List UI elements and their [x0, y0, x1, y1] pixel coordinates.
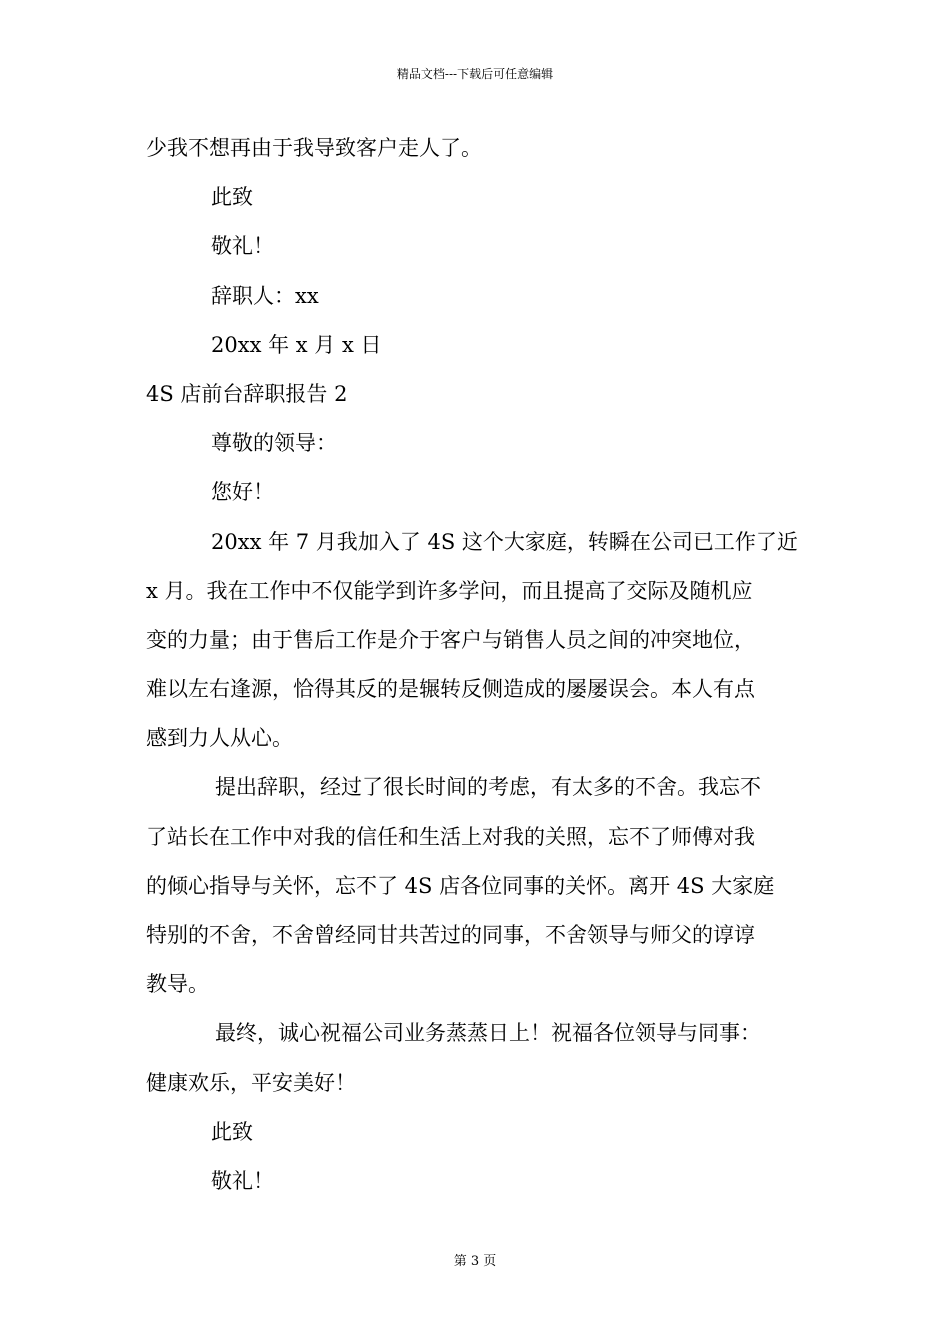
- paragraph-line: 最终，诚心祝福公司业务蒸蒸日上！祝福各位领导与同事：: [215, 1021, 761, 1046]
- section-title: 4S 店前台辞职报告 2: [146, 381, 348, 406]
- closing-regards: 敬礼！: [211, 234, 274, 259]
- closing-salutation: 此致: [211, 185, 253, 210]
- paragraph-line: x 月。我在工作中不仅能学到许多学问，而且提高了交际及随机应: [146, 578, 753, 603]
- paragraph-line: 提出辞职，经过了很长时间的考虑，有太多的不舍。我忘不: [215, 775, 761, 800]
- paragraph-line: 教导。: [146, 972, 209, 997]
- paragraph-line: 20xx 年 7 月我加入了 4S 这个大家庭，转瞬在公司已工作了近: [211, 529, 798, 554]
- paragraph-line: 健康欢乐，平安美好！: [146, 1070, 356, 1095]
- greeting-hello: 您好！: [211, 480, 274, 505]
- date-line: 20xx 年 x 月 x 日: [211, 332, 382, 357]
- closing-regards: 敬礼！: [211, 1168, 274, 1193]
- page-header: 精品文档---下载后可任意编辑: [396, 67, 554, 81]
- closing-salutation: 此致: [211, 1119, 253, 1144]
- signature-line: 辞职人：xx: [211, 283, 319, 308]
- paragraph-line: 少我不想再由于我导致客户走人了。: [146, 136, 482, 160]
- paragraph-line: 了站长在工作中对我的信任和生活上对我的关照，忘不了师傅对我: [146, 824, 755, 849]
- paragraph-line: 感到力人从心。: [146, 726, 293, 751]
- paragraph-line: 难以左右逢源，恰得其反的是辗转反侧造成的屡屡误会。本人有点: [146, 677, 755, 702]
- greeting-recipient: 尊敬的领导：: [211, 431, 337, 456]
- page-number: 第 3 页: [453, 1254, 497, 1269]
- paragraph-line: 变的力量；由于售后工作是介于客户与销售人员之间的冲突地位，: [146, 627, 755, 652]
- paragraph-line: 的倾心指导与关怀，忘不了 4S 店各位同事的关怀。离开 4S 大家庭: [146, 873, 775, 898]
- document-body: [146, 124, 806, 1206]
- paragraph-line: 特别的不舍，不舍曾经同甘共苦过的同事，不舍领导与师父的谆谆: [146, 923, 755, 947]
